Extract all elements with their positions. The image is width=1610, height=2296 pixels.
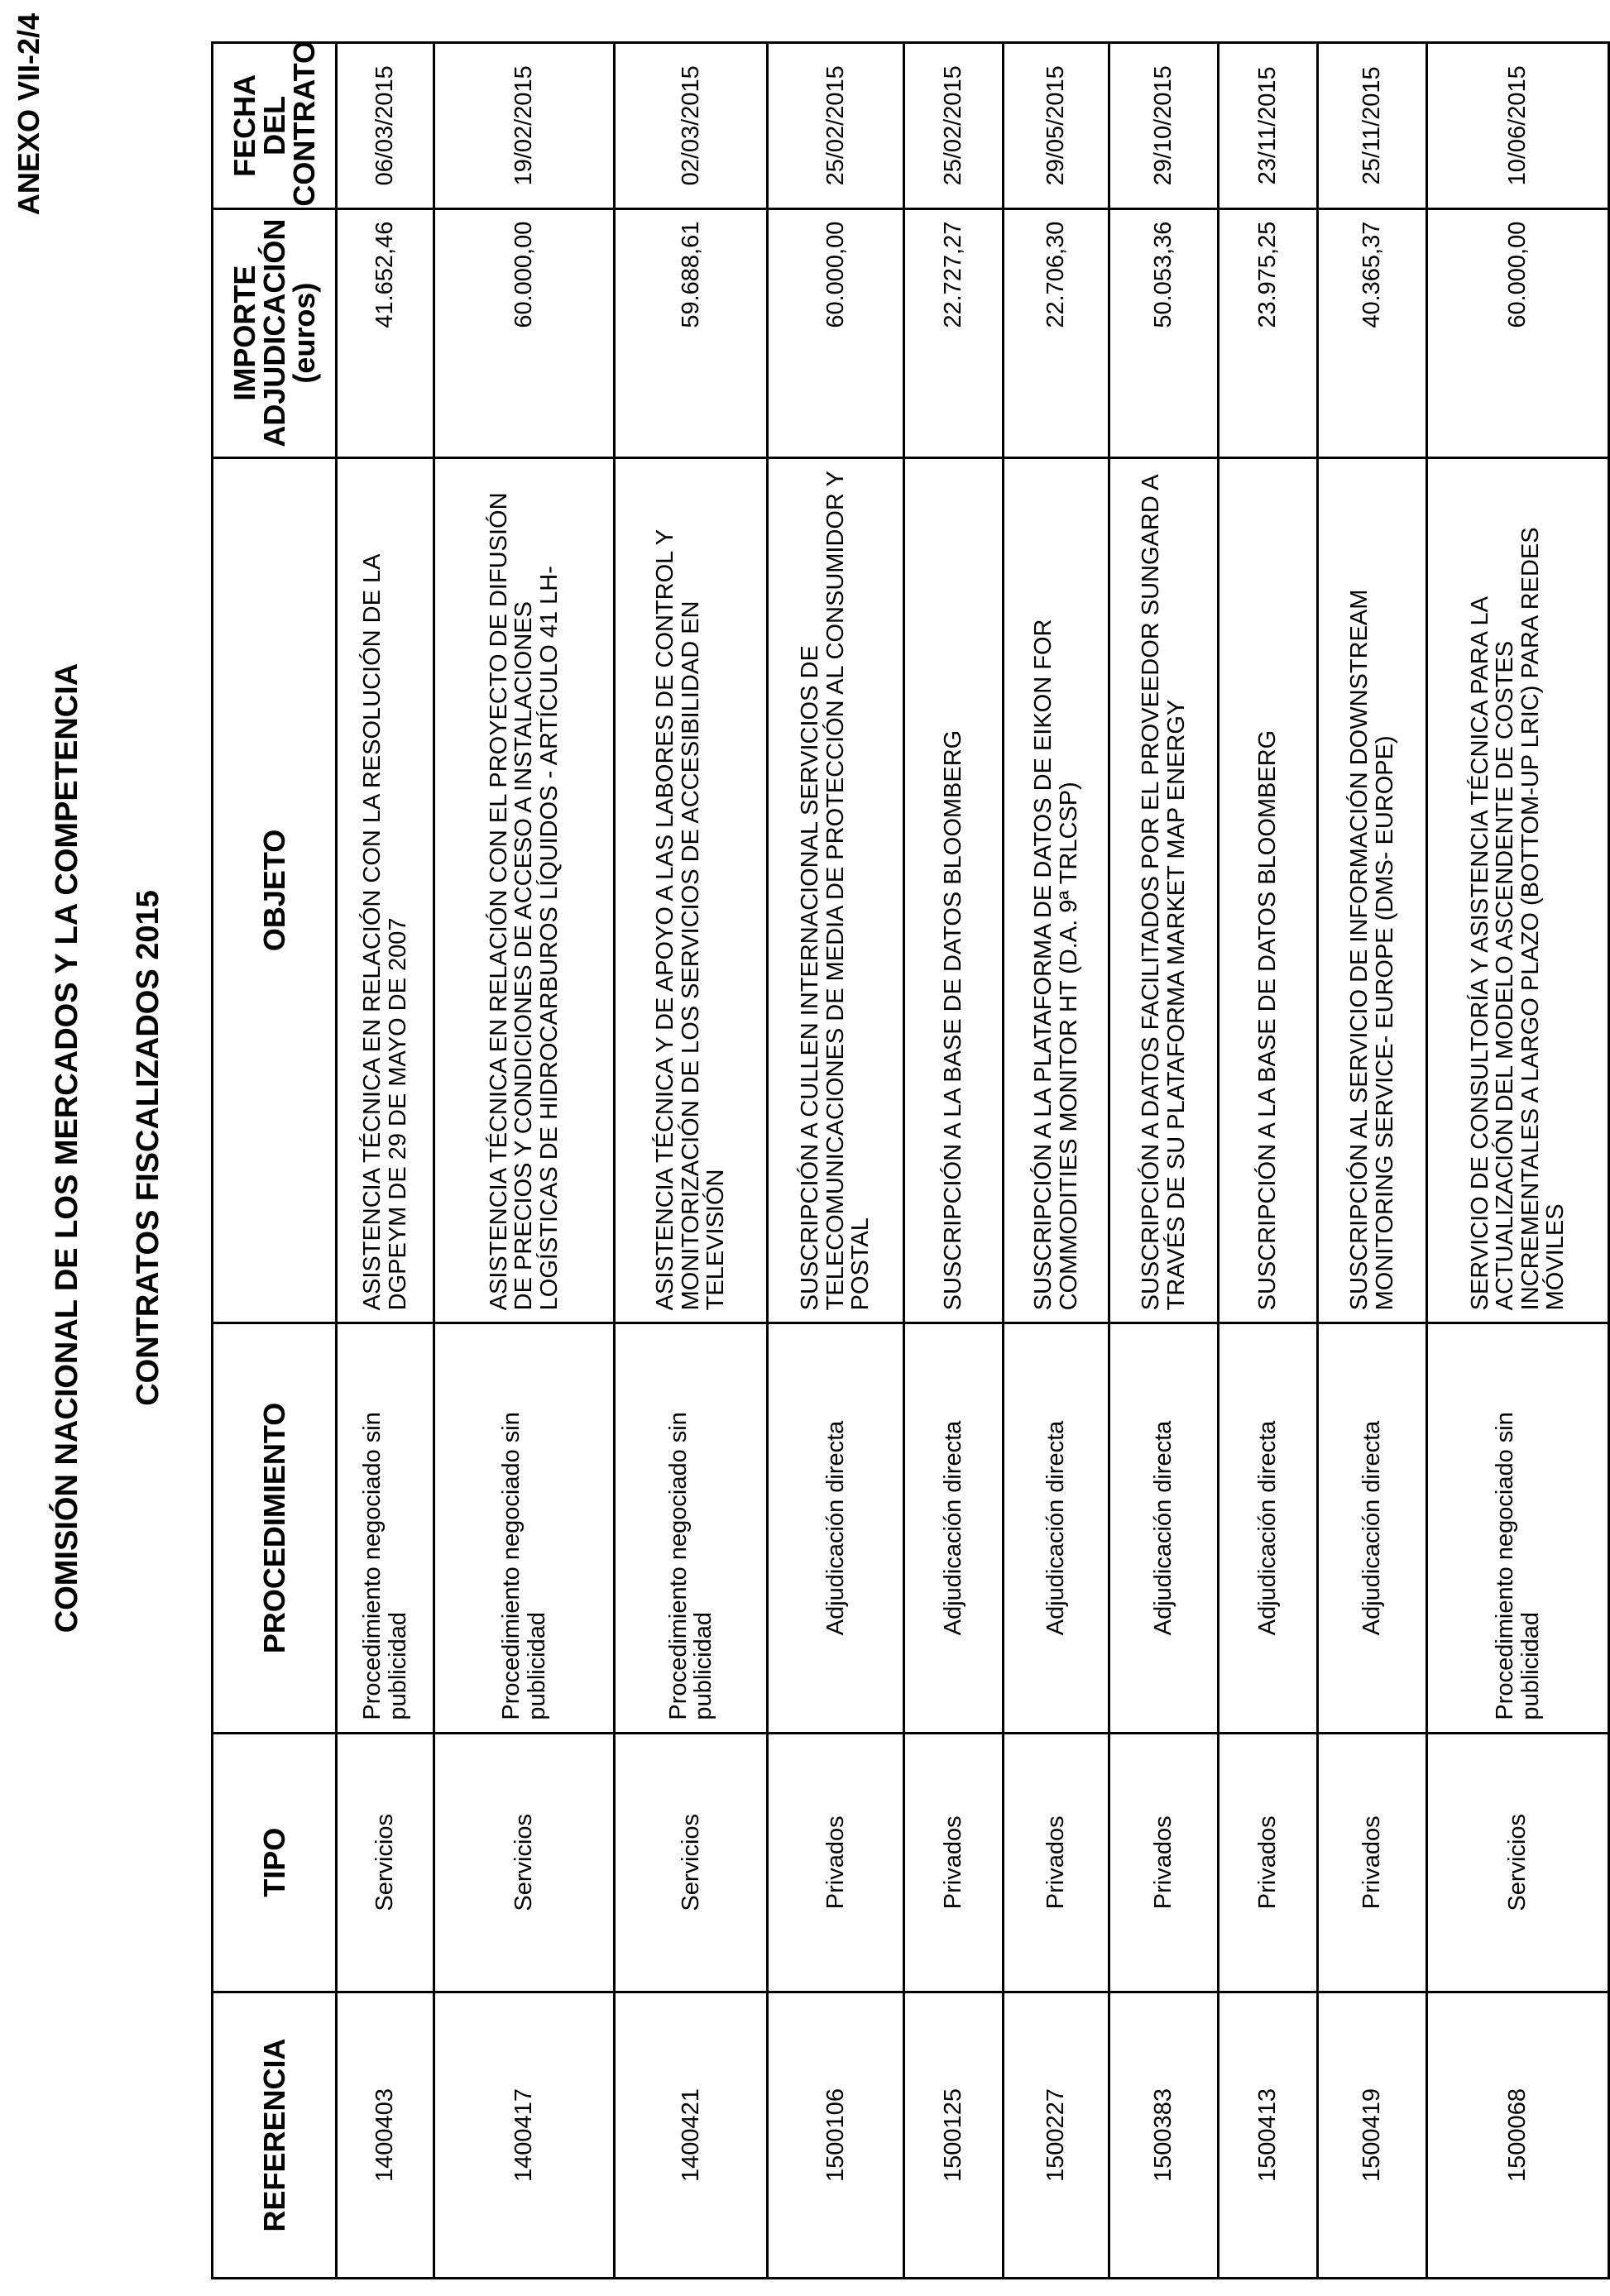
header-referencia: REFERENCIA: [213, 1992, 337, 2278]
cell-procedimiento: Adjudicación directa: [1109, 1323, 1219, 1733]
cell-importe: 23.975,25: [1219, 208, 1318, 457]
table-row: [1318, 43, 1427, 2279]
cell-procedimiento: Procedimiento negociado sin publicidad: [1427, 1323, 1609, 1733]
table-row: [1004, 43, 1109, 2279]
cell-referencia: 1400421: [615, 1992, 768, 2278]
cell-fecha: 19/02/2015: [434, 43, 615, 209]
cell-procedimiento: Adjudicación directa: [768, 1323, 904, 1733]
cell-tipo: Servicios: [434, 1733, 615, 1992]
table-row: [1109, 43, 1219, 2279]
header-fecha-line1: FECHA DEL: [227, 74, 291, 177]
table-row: [1219, 43, 1318, 2279]
contracts-table: [211, 41, 1610, 2279]
header-procedimiento: PROCEDIMIENTO: [213, 1323, 337, 1733]
cell-importe: 40.365,37: [1318, 208, 1427, 457]
cell-objeto: SUSCRIPCIÓN A DATOS FACILITADOS POR EL PROVEEDOR SUNGARD A TRAVÉS DE SU PLATAFORMA MARKET MAP ENERGY: [1109, 457, 1219, 1323]
header-importe: [213, 208, 337, 457]
cell-objeto: SERVICIO DE CONSULTORÍA Y ASISTENCIA TÉCNICA PARA LA ACTUALIZACIÓN DEL MODELO ASCENDENTE DE COSTES INCREMENTALES A LARGO PLAZO (BOTTOM-UP LRIC) PARA REDES MÓVILES: [1427, 457, 1609, 1323]
cell-fecha: 25/11/2015: [1318, 43, 1427, 209]
cell-tipo: Privados: [1004, 1733, 1109, 1992]
header-importe-line1: IMPORTE: [227, 265, 261, 401]
cell-procedimiento: Adjudicación directa: [1219, 1323, 1318, 1733]
document-title: COMISIÓN NACIONAL DE LOS MERCADOS Y LA COMPETENCIA: [50, 662, 84, 1634]
cell-objeto: SUSCRIPCIÓN A LA PLATAFORMA DE DATOS DE EIKON FOR COMMODITIES MONITOR HT (D.A. 9ª TRLCSP): [1004, 457, 1109, 1323]
cell-referencia: 1500383: [1109, 1992, 1219, 2278]
cell-importe: 41.652,46: [337, 208, 434, 457]
table-row: [615, 43, 768, 2279]
cell-referencia: 1400403: [337, 1992, 434, 2278]
cell-referencia: 1500068: [1427, 1992, 1609, 2278]
cell-tipo: Privados: [1219, 1733, 1318, 1992]
cell-tipo: Privados: [1318, 1733, 1427, 1992]
cell-objeto: SUSCRIPCIÓN AL SERVICIO DE INFORMACIÓN DOWNSTREAM MONITORING SERVICE- EUROPE (DMS- EUROPE): [1318, 457, 1427, 1323]
cell-procedimiento: Procedimiento negociado sin publicidad: [434, 1323, 615, 1733]
header-objeto: OBJETO: [213, 457, 337, 1323]
cell-referencia: 1500419: [1318, 1992, 1427, 2278]
cell-objeto: ASISTENCIA TÉCNICA Y DE APOYO A LAS LABORES DE CONTROL Y MONITORIZACIÓN DE LOS SERVICIOS DE ACCESIBILIDAD EN TELEVISIÓN: [615, 457, 768, 1323]
cell-importe: 60.000,00: [1427, 208, 1609, 457]
cell-objeto: ASISTENCIA TÉCNICA EN RELACIÓN CON LA RESOLUCIÓN DE LA DGPEYM DE 29 DE MAYO DE 2007: [337, 457, 434, 1323]
cell-importe: 60.000,00: [768, 208, 904, 457]
cell-fecha: 02/03/2015: [615, 43, 768, 209]
table-row: [768, 43, 904, 2279]
document-subtitle: CONTRATOS FISCALIZADOS 2015: [131, 890, 165, 1406]
cell-procedimiento: Procedimiento negociado sin publicidad: [337, 1323, 434, 1733]
cell-tipo: Privados: [904, 1733, 1004, 1992]
cell-fecha: 25/02/2015: [768, 43, 904, 209]
cell-importe: 50.053,36: [1109, 208, 1219, 457]
table-row: [1427, 43, 1609, 2279]
cell-procedimiento: Procedimiento negociado sin publicidad: [615, 1323, 768, 1733]
cell-importe: 22.727,27: [904, 208, 1004, 457]
cell-objeto: SUSCRIPCIÓN A LA BASE DE DATOS BLOOMBERG: [904, 457, 1004, 1323]
cell-referencia: 1500227: [1004, 1992, 1109, 2278]
cell-fecha: 10/06/2015: [1427, 43, 1609, 209]
cell-referencia: 1500125: [904, 1992, 1004, 2278]
header-importe-line2: ADJUDICACIÓN: [256, 218, 291, 447]
cell-tipo: Privados: [1109, 1733, 1219, 1992]
cell-fecha: 25/02/2015: [904, 43, 1004, 209]
table-header-row: [213, 43, 337, 2279]
cell-referencia: 1400417: [434, 1992, 615, 2278]
table-row: [904, 43, 1004, 2279]
cell-tipo: Servicios: [615, 1733, 768, 1992]
header-fecha-line2: CONTRATO: [286, 40, 321, 207]
cell-objeto: SUSCRIPCIÓN A CULLEN INTERNACIONAL SERVICIOS DE TELECOMUNICACIONES DE MEDIA DE PROTECCIÓN AL CONSUMIDOR Y POSTAL: [768, 457, 904, 1323]
table-row: [337, 43, 434, 2279]
cell-objeto: SUSCRIPCIÓN A LA BASE DE DATOS BLOOMBERG: [1219, 457, 1318, 1323]
cell-tipo: Privados: [768, 1733, 904, 1992]
cell-referencia: 1500106: [768, 1992, 904, 2278]
cell-objeto: ASISTENCIA TÉCNICA EN RELACIÓN CON EL PROYECTO DE DIFUSIÓN DE PRECIOS Y CONDICIONES DE ACCESO A INSTALACIONES LOGÍSTICAS DE HIDROCARBUROS LÍQUIDOS - ARTÍCULO 41 LH-: [434, 457, 615, 1323]
cell-tipo: Servicios: [1427, 1733, 1609, 1992]
cell-referencia: 1500413: [1219, 1992, 1318, 2278]
cell-procedimiento: Adjudicación directa: [904, 1323, 1004, 1733]
cell-procedimiento: Adjudicación directa: [1318, 1323, 1427, 1733]
header-tipo: TIPO: [213, 1733, 337, 1992]
annex-label: ANEXO VII-2/4: [12, 13, 46, 216]
cell-importe: 59.688,61: [615, 208, 768, 457]
cell-fecha: 29/05/2015: [1004, 43, 1109, 209]
header-importe-line3: (euros): [286, 282, 321, 384]
cell-fecha: 29/10/2015: [1109, 43, 1219, 209]
cell-importe: 22.706,30: [1004, 208, 1109, 457]
cell-importe: 60.000,00: [434, 208, 615, 457]
table-row: [434, 43, 615, 2279]
cell-fecha: 23/11/2015: [1219, 43, 1318, 209]
header-fecha: [213, 40, 337, 209]
cell-fecha: 06/03/2015: [337, 43, 434, 209]
cell-tipo: Servicios: [337, 1733, 434, 1992]
cell-procedimiento: Adjudicación directa: [1004, 1323, 1109, 1733]
